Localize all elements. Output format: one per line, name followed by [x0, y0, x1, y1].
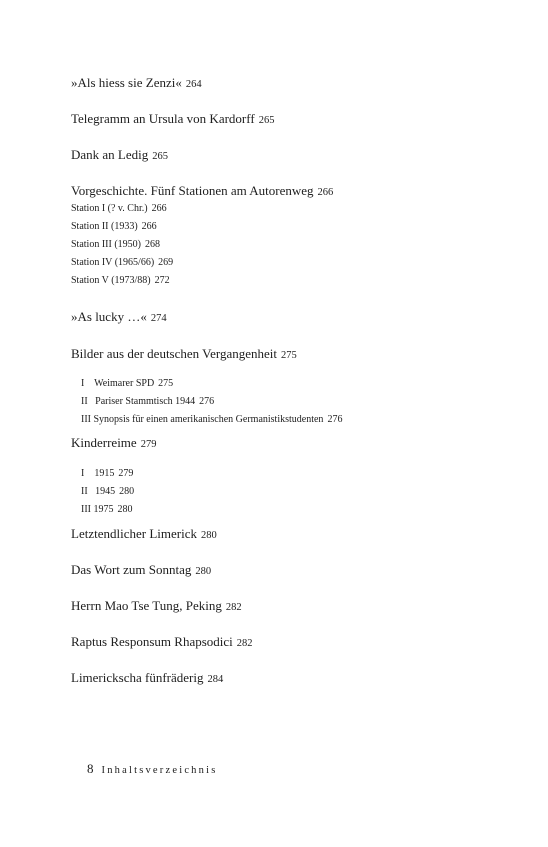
toc-entry — [71, 598, 242, 616]
toc-entry-title: Telegramm an Ursula von Kardorff — [71, 111, 255, 126]
toc-entry-title: Limerickscha fünfräderig — [71, 670, 204, 685]
toc-subentry — [71, 202, 167, 215]
toc-entry-page: 284 — [207, 674, 224, 685]
toc-subentry — [71, 256, 173, 269]
toc-subentry-page: 269 — [158, 257, 174, 268]
toc-entry — [71, 75, 202, 93]
toc-entry-title: Kinderreime — [71, 435, 137, 450]
toc-subentry-title: III Synopsis für einen amerikanischen Germanistikstudenten — [81, 414, 324, 425]
toc-subentry-title: I 1915 — [81, 468, 115, 479]
toc-subentry-title: III 1975 — [81, 504, 114, 515]
toc-subentry-page: 266 — [151, 203, 167, 214]
toc-subentry-title: Station III (1950) — [71, 239, 141, 250]
toc-subentry-page: 276 — [327, 414, 343, 425]
toc-entry — [71, 183, 333, 201]
toc-subentry — [71, 274, 170, 287]
toc-entry-page: 266 — [317, 187, 334, 198]
toc-subentry-title: II Pariser Stammtisch 1944 — [81, 396, 196, 407]
toc-entry — [71, 111, 274, 129]
toc-entry-page: 280 — [200, 530, 217, 541]
toc-entry-page: 265 — [258, 115, 275, 126]
toc-entry-title: Herrn Mao Tse Tung, Peking — [71, 598, 222, 613]
toc-subentry-page: 279 — [118, 468, 134, 479]
toc-subentry — [71, 400, 342, 439]
toc-subentry-page: 280 — [117, 504, 133, 515]
toc-subentry-page: 272 — [154, 275, 170, 286]
toc-entry-page: 264 — [185, 79, 202, 90]
toc-entry-title: »As lucky …« — [71, 309, 147, 324]
toc-subentry-page: 275 — [158, 378, 174, 389]
toc-entry-title: Bilder aus der deutschen Vergangenheit — [71, 346, 278, 361]
toc-subentry-page: 280 — [119, 486, 135, 497]
page-number: 8 — [87, 761, 94, 776]
toc-entry — [71, 670, 223, 688]
toc-entry-page: 282 — [236, 638, 253, 649]
toc-subentry-title: Station II (1933) — [71, 221, 138, 232]
toc-entry-title: Dank an Ledig — [71, 147, 149, 162]
toc-entry-page: 265 — [152, 151, 169, 162]
toc-subentry — [71, 220, 157, 233]
page-footer — [71, 760, 218, 778]
toc-subentry-title: Station IV (1965/66) — [71, 257, 155, 268]
toc-subentry-page: 266 — [141, 221, 157, 232]
toc-subentry — [71, 490, 133, 529]
running-title: Inhaltsverzeichnis — [101, 765, 218, 776]
toc-entry-page: 275 — [281, 350, 297, 361]
toc-entry-title: Raptus Responsum Rhapsodici — [71, 634, 233, 649]
toc-subentry-title: II 1945 — [81, 486, 116, 497]
toc-entry-title: Letztendlicher Limerick — [71, 526, 197, 541]
toc-entry — [71, 562, 211, 580]
toc-entry — [71, 526, 217, 544]
toc-entry — [71, 435, 156, 453]
toc-entry-page: 282 — [225, 602, 242, 613]
toc-entry-page: 280 — [195, 566, 212, 577]
toc-subentry-page: 268 — [145, 239, 160, 250]
toc-entry-title: Das Wort zum Sonntag — [71, 562, 192, 577]
toc-entry — [71, 346, 297, 364]
toc-subentry-page: 276 — [199, 396, 215, 407]
toc-subentry-title: Station V (1973/88) — [71, 275, 151, 286]
toc-entry — [71, 634, 253, 652]
toc-entry-page: 274 — [150, 313, 167, 324]
toc-entry — [71, 309, 167, 327]
toc-entry — [71, 147, 168, 165]
toc-entry-page: 279 — [140, 439, 157, 450]
toc-entry-title: »Als hiess sie Zenzi« — [71, 75, 182, 90]
toc-subentry — [71, 238, 160, 251]
toc-entry-title: Vorgeschichte. Fünf Stationen am Autorenweg — [71, 183, 314, 198]
toc-subentry-title: I Weimarer SPD — [81, 378, 155, 389]
toc-subentry-title: Station I (? v. Chr.) — [71, 203, 148, 214]
